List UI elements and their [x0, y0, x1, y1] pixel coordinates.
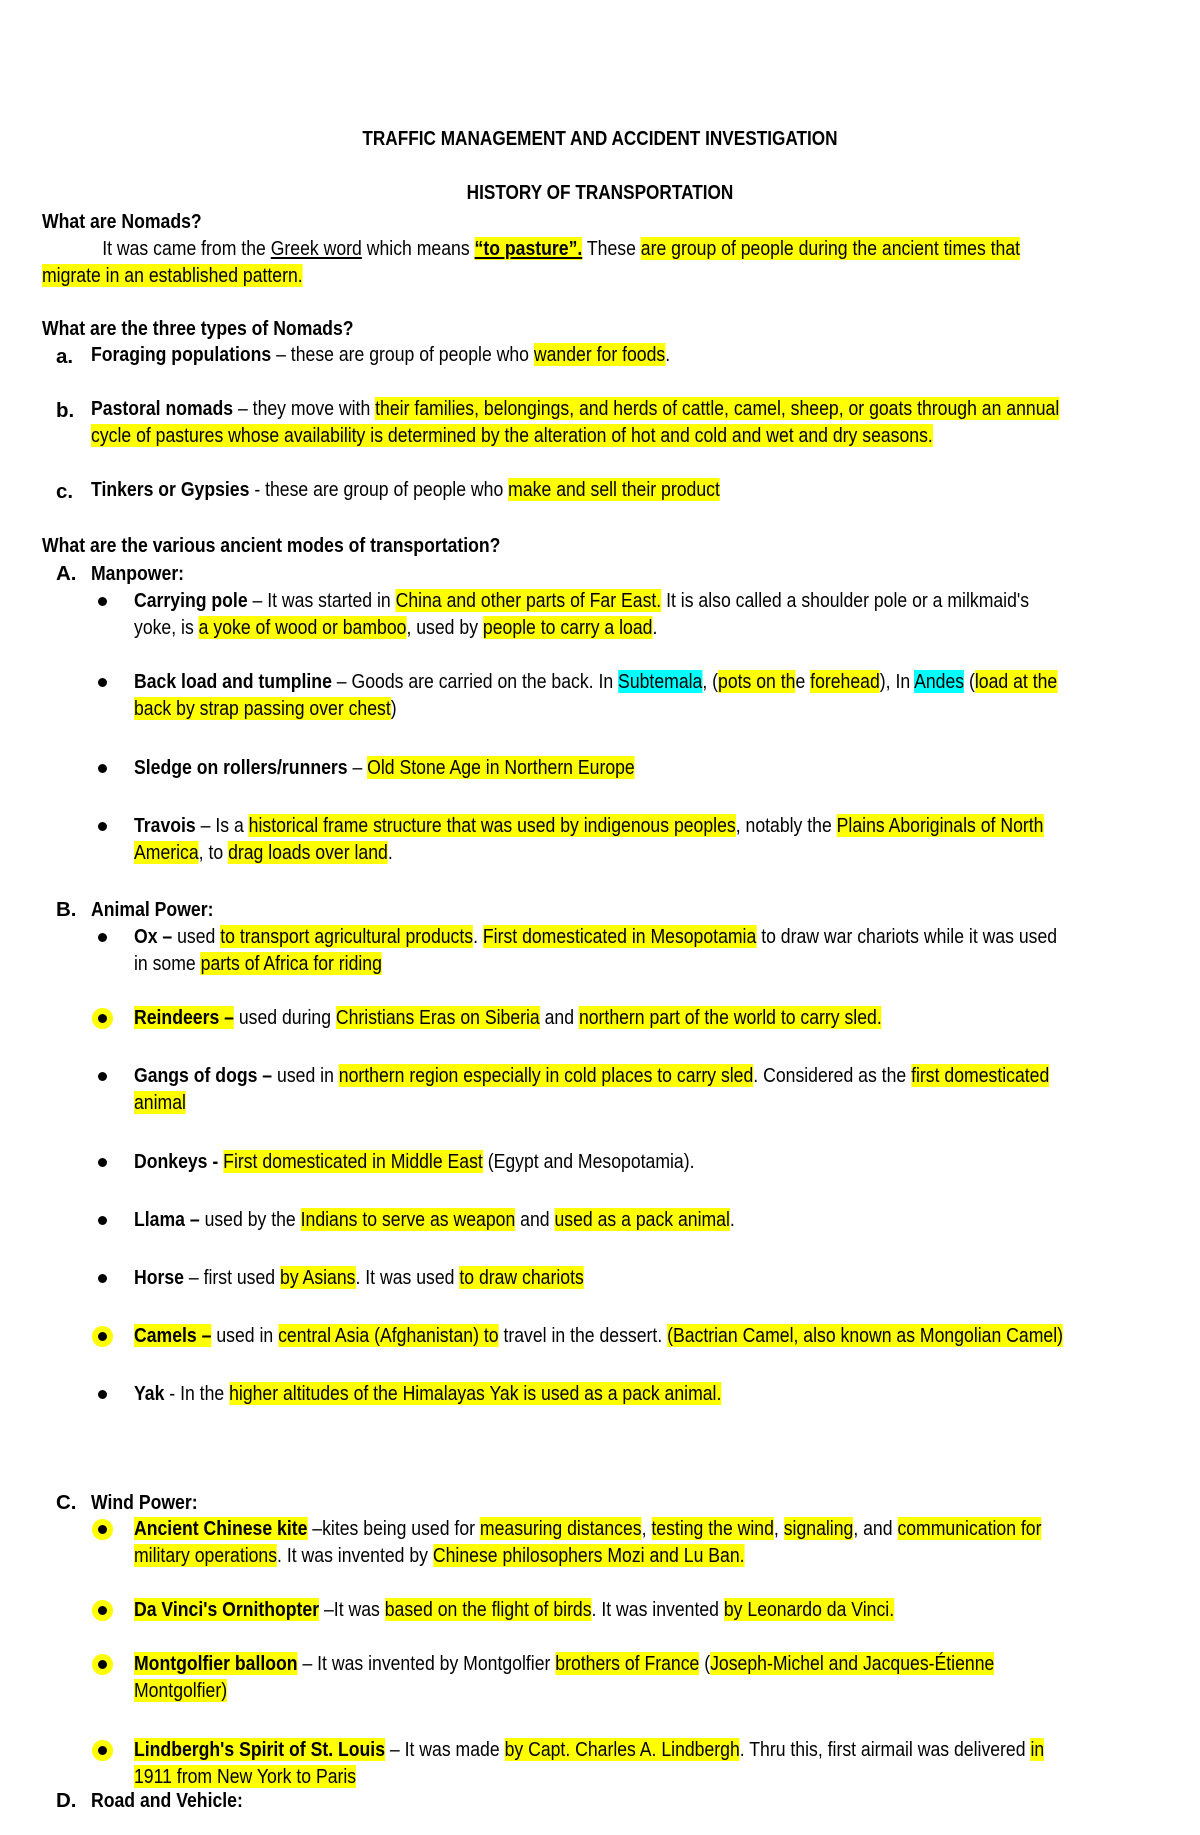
bullet-icon — [98, 678, 107, 687]
document-subtitle: HISTORY OF TRANSPORTATION — [466, 182, 734, 204]
bullet-icon — [98, 1158, 107, 1167]
item-ornithopter: Da Vinci's Ornithopter –It was based on the flight of birds. It was invented by Leonardo da Vinci. — [134, 1598, 895, 1621]
bullet-icon — [98, 1014, 107, 1023]
bullet-icon — [98, 1525, 107, 1534]
item-montgolfier-balloon: Montgolfier balloon – It was invented by Montgolfier brothers of France (Joseph-Michel and Jacques-Étienne Montgolfier) — [134, 1652, 995, 1702]
item-yak: Yak - In the higher altitudes of the Himalayas Yak is used as a pack animal. — [134, 1382, 722, 1405]
bullet-icon — [98, 597, 107, 606]
type-tinkers: Tinkers or Gypsies - these are group of people who make and sell their product — [91, 478, 720, 501]
item-back-load: Back load and tumpline – Goods are carried on the back. In Subtemala, (pots on the forehead), In Andes (load at the back by strap passing over chest) — [134, 670, 1058, 720]
document-title: TRAFFIC MANAGEMENT AND ACCIDENT INVESTIGATION — [362, 128, 838, 150]
item-horse: Horse – first used by Asians. It was used to draw chariots — [134, 1266, 584, 1289]
question-modes: What are the various ancient modes of transportation? — [42, 534, 501, 557]
item-chinese-kite: Ancient Chinese kite –kites being used for measuring distances, testing the wind, signaling, and communication for military operations. It was invented by Chinese philosophers Mozi and Lu Ban. — [134, 1517, 1042, 1567]
list-marker-b: b. — [56, 399, 75, 422]
section-marker-d: D. — [56, 1789, 77, 1812]
bullet-icon — [98, 1606, 107, 1615]
item-travois: Travois – Is a historical frame structure that was used by indigenous peoples, notably the Plains Aboriginals of North America, to drag loads over land. — [134, 814, 1044, 864]
bullet-icon — [98, 1332, 107, 1341]
item-spirit-of-st-louis: Lindbergh's Spirit of St. Louis – It was made by Capt. Charles A. Lindbergh. Thru this, first airmail was delivered in 1911 from New York to Paris — [134, 1738, 1045, 1788]
bullet-icon — [98, 822, 107, 831]
section-manpower: Manpower: — [91, 562, 185, 585]
type-foraging: Foraging populations – these are group of people who wander for foods. — [91, 343, 671, 366]
bullet-icon — [98, 1216, 107, 1225]
question-types: What are the three types of Nomads? — [42, 317, 354, 340]
bullet-icon — [98, 1660, 107, 1669]
item-carrying-pole: Carrying pole – It was started in China and other parts of Far East. It is also called a shoulder pole or a milkmaid's yoke, is a yoke of wood or bamboo, used by people to carry a load. — [134, 589, 1030, 639]
item-sledge: Sledge on rollers/runners – Old Stone Age in Northern Europe — [134, 756, 635, 779]
section-road-and-vehicle: Road and Vehicle: — [91, 1789, 243, 1812]
bullet-icon — [98, 1390, 107, 1399]
item-llama: Llama – used by the Indians to serve as weapon and used as a pack animal. — [134, 1208, 735, 1231]
item-donkeys: Donkeys - First domesticated in Middle East (Egypt and Mesopotamia). — [134, 1150, 695, 1173]
section-wind-power: Wind Power: — [91, 1491, 198, 1514]
section-marker-b: B. — [56, 898, 77, 921]
item-camels: Camels – used in central Asia (Afghanistan) to travel in the dessert. (Bactrian Camel, also known as Mongolian Camel) — [134, 1324, 1063, 1347]
list-marker-a: a. — [56, 345, 74, 368]
bullet-icon — [98, 1072, 107, 1081]
bullet-icon — [98, 933, 107, 942]
bullet-icon — [98, 1746, 107, 1755]
section-marker-a: A. — [56, 562, 77, 585]
list-marker-c: c. — [56, 480, 74, 503]
type-pastoral: Pastoral nomads – they move with their families, belongings, and herds of cattle, camel, sheep, or goats through an annual cycle of pastures whose availability is determined by the alteration of hot and cold and wet and dry seasons. — [91, 397, 1060, 447]
bullet-icon — [98, 764, 107, 773]
section-marker-c: C. — [56, 1491, 77, 1514]
bullet-icon — [98, 1274, 107, 1283]
item-reindeers: Reindeers – used during Christians Eras on Siberia and northern part of the world to carry sled. — [134, 1006, 882, 1029]
item-gangs-of-dogs: Gangs of dogs – used in northern region especially in cold places to carry sled. Considered as the first domesticated animal — [134, 1064, 1050, 1114]
question-nomads: What are Nomads? — [42, 210, 202, 233]
nomads-definition: It was came from the Greek word which means “to pasture”. These are group of people during the ancient times that migrate in an established pattern. — [42, 237, 1021, 287]
item-ox: Ox – used to transport agricultural products. First domesticated in Mesopotamia to draw war chariots while it was used in some parts of Africa for riding — [134, 925, 1058, 975]
section-animal-power: Animal Power: — [91, 898, 214, 921]
